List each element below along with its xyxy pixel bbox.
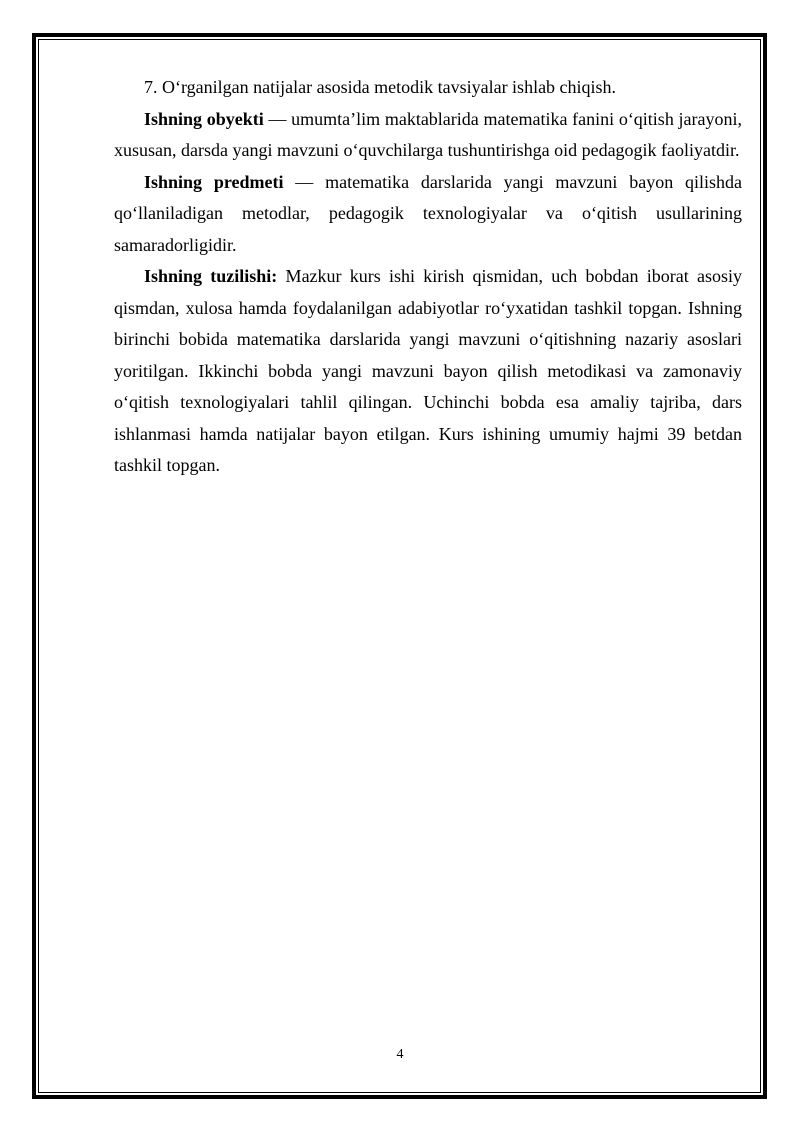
paragraph-text: 7. O‘rganilgan natijalar asosida metodik tavsiyalar ishlab chiqish. [144,77,617,97]
paragraph-research-object [114,104,742,167]
paragraph-heading: Ishning tuzilishi: [144,266,278,286]
paragraph-text: — matematika darslarida yangi mavzuni bayon qilishda qo‘llaniladigan metodlar, pedagogik texnologiyalar va o‘qitish usullarining samaradorligidir. [114,171,742,255]
paragraph-text: Mazkur kurs ishi kirish qismidan, uch bobdan iborat asosiy qismdan, xulosa hamda foydalanilgan adabiyotlar ro‘yxatidan tashkil topgan. Ishning birinchi bobida matematika darslarida yangi mavzuni o‘qitishning nazariy asoslari yoritilgan. Ikkinchi bobda yangi mavzuni bayon qilish metodikasi va zamonaviy o‘qitish texnologiyalari tahlil qilingan. Uchinchi bobda esa amaliy tajriba, dars ishlanmasi hamda natijalar bayon etilgan. Kurs ishining umumiy hajmi 39 betdan tashkil topgan. [114,266,742,475]
paragraph-heading: Ishning predmeti [144,171,284,192]
paragraph-heading: Ishning obyekti [144,108,264,129]
paragraph-text: — umumta’lim maktablarida matematika fanini o‘qitish jarayoni, xususan, darsda yangi mavzuni o‘quvchilarga tushuntirishga oid pedagogik faoliyatdir. [114,108,742,160]
document-body [114,72,742,482]
paragraph-work-structure [114,261,742,482]
page-number: 4 [396,1047,404,1062]
paragraph-research-subject [114,167,742,262]
paragraph-recommendations [114,72,742,104]
